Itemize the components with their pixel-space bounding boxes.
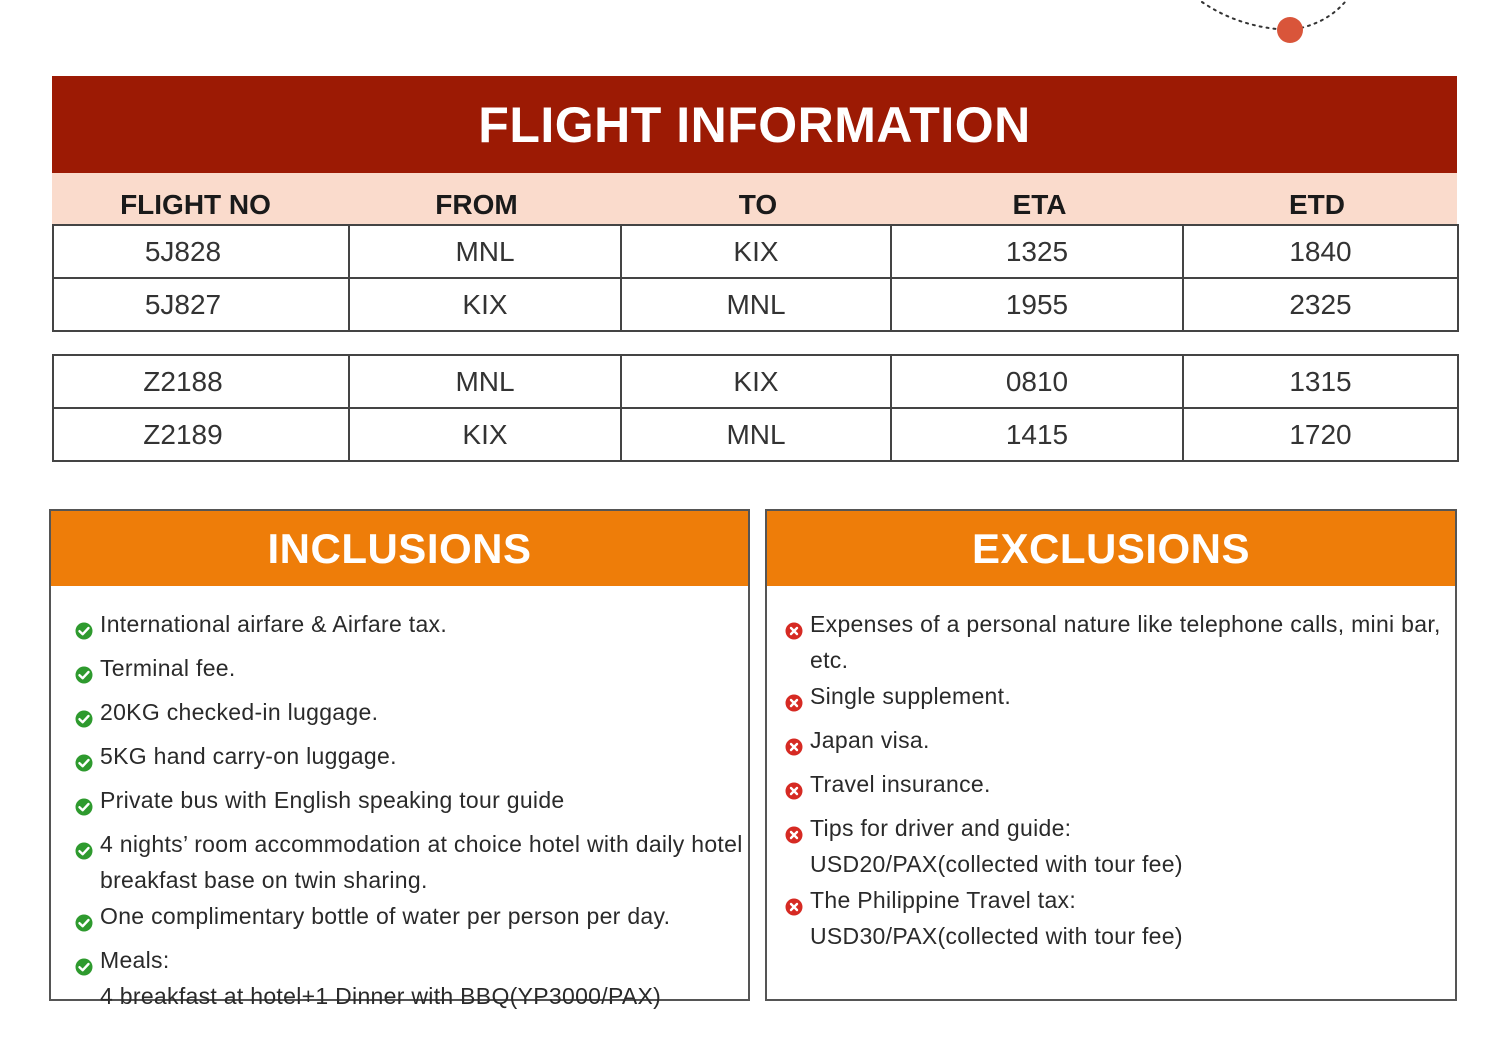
- from-cell: MNL: [349, 225, 621, 278]
- list-item: [75, 694, 748, 738]
- header-flight-no: FLIGHT NO: [120, 189, 271, 220]
- to-cell: MNL: [621, 408, 891, 461]
- list-item-text: Meals: 4 breakfast at hotel+1 Dinner with BBQ(YP3000/PAX): [100, 947, 662, 1009]
- exclusions-panel: [765, 509, 1457, 1001]
- list-item-text: The Philippine Travel tax: USD30/PAX(collected with tour fee): [810, 887, 1183, 949]
- eta-cell: 1955: [891, 278, 1183, 331]
- list-item-text: Single supplement.: [810, 683, 1012, 709]
- list-item-text: Japan visa.: [810, 727, 930, 753]
- list-item: [75, 942, 748, 1014]
- list-item: [785, 678, 1455, 722]
- header-from: FROM: [435, 189, 518, 220]
- check-circle-icon: [75, 702, 93, 738]
- list-item: [785, 606, 1455, 678]
- to-cell: MNL: [621, 278, 891, 331]
- check-circle-icon: [75, 834, 93, 870]
- route-dot: [1277, 17, 1303, 43]
- list-item-text: Travel insurance.: [810, 771, 991, 797]
- check-circle-icon: [75, 658, 93, 694]
- from-cell: MNL: [349, 355, 621, 408]
- flight-no-cell: 5J828: [53, 225, 349, 278]
- from-cell: KIX: [349, 278, 621, 331]
- etd-cell: 2325: [1183, 278, 1458, 331]
- flight-table-header: [52, 173, 1457, 224]
- list-item: [785, 766, 1455, 810]
- cross-circle-icon: [785, 890, 803, 926]
- from-cell: KIX: [349, 408, 621, 461]
- cross-circle-icon: [785, 774, 803, 810]
- list-item: [75, 738, 748, 782]
- list-item-text: International airfare & Airfare tax.: [100, 611, 448, 637]
- list-item: [785, 882, 1455, 954]
- check-circle-icon: [75, 906, 93, 942]
- flight-no-cell: 5J827: [53, 278, 349, 331]
- cross-circle-icon: [785, 730, 803, 766]
- flight-info-title: FLIGHT INFORMATION: [52, 76, 1457, 173]
- check-circle-icon: [75, 790, 93, 826]
- etd-cell: 1720: [1183, 408, 1458, 461]
- list-item-text: 5KG hand carry-on luggage.: [100, 743, 397, 769]
- flight-no-cell: Z2188: [53, 355, 349, 408]
- list-item-text: Terminal fee.: [100, 655, 236, 681]
- eta-cell: 1415: [891, 408, 1183, 461]
- list-item: [75, 782, 748, 826]
- list-item: [785, 722, 1455, 766]
- check-circle-icon: [75, 746, 93, 782]
- header-etd: ETD: [1289, 189, 1345, 220]
- to-cell: KIX: [621, 225, 891, 278]
- cross-circle-icon: [785, 686, 803, 722]
- flight-table-group-2: [52, 354, 1459, 462]
- list-item: [75, 606, 748, 650]
- list-item: [75, 650, 748, 694]
- list-item-text: 4 nights’ room accommodation at choice hotel with daily hotel breakfast base on twin sharing.: [100, 831, 743, 893]
- list-item-text: Tips for driver and guide: USD20/PAX(collected with tour fee): [810, 815, 1183, 877]
- cross-circle-icon: [785, 818, 803, 854]
- list-item: [75, 826, 748, 898]
- list-item-text: 20KG checked-in luggage.: [100, 699, 379, 725]
- flight-table-group-1: [52, 224, 1459, 332]
- check-circle-icon: [75, 950, 93, 986]
- inclusions-panel: [49, 509, 750, 1009]
- header-to: TO: [738, 189, 778, 220]
- list-item: [785, 810, 1455, 882]
- to-cell: KIX: [621, 355, 891, 408]
- list-item: [75, 898, 748, 942]
- table-row: [53, 225, 1458, 278]
- exclusions-list: [767, 586, 1455, 954]
- flight-no-cell: Z2189: [53, 408, 349, 461]
- table-row: [53, 278, 1458, 331]
- list-item-text: Expenses of a personal nature like telephone calls, mini bar, etc.: [810, 611, 1441, 673]
- inclusions-list: [51, 586, 748, 1014]
- cross-circle-icon: [785, 614, 803, 650]
- header-eta: ETA: [1012, 189, 1067, 220]
- exclusions-title: EXCLUSIONS: [767, 511, 1455, 586]
- check-circle-icon: [75, 614, 93, 650]
- table-row: [53, 355, 1458, 408]
- eta-cell: 0810: [891, 355, 1183, 408]
- inclusions-title: INCLUSIONS: [51, 511, 748, 586]
- route-decoration: [0, 0, 1500, 60]
- table-row: [53, 408, 1458, 461]
- etd-cell: 1315: [1183, 355, 1458, 408]
- etd-cell: 1840: [1183, 225, 1458, 278]
- eta-cell: 1325: [891, 225, 1183, 278]
- list-item-text: One complimentary bottle of water per person per day.: [100, 903, 671, 929]
- list-item-text: Private bus with English speaking tour guide: [100, 787, 565, 813]
